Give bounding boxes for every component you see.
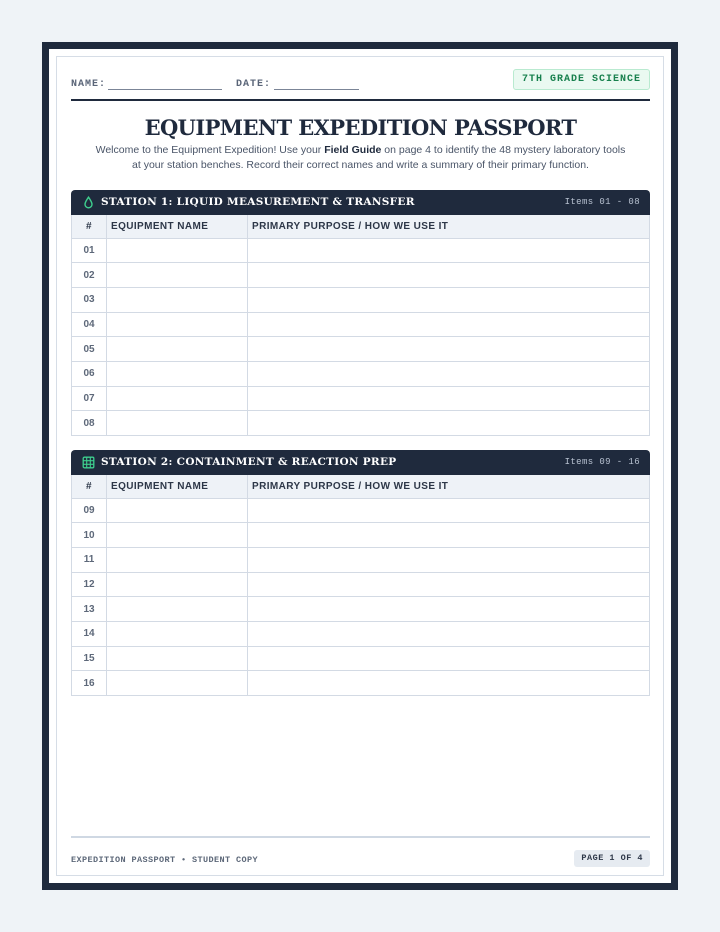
purpose-cell[interactable] [248, 411, 650, 436]
col-name: EQUIPMENT NAME [107, 215, 248, 238]
header-bar [71, 69, 650, 99]
purpose-cell[interactable] [248, 337, 650, 362]
purpose-cell[interactable] [248, 263, 650, 288]
grade-badge: 7TH GRADE SCIENCE [513, 69, 650, 90]
col-purpose: PRIMARY PURPOSE / HOW WE USE IT [248, 475, 650, 498]
row-number: 11 [72, 547, 107, 572]
name-cell[interactable] [107, 411, 248, 436]
station-header [71, 450, 650, 475]
table-row [72, 411, 650, 436]
name-cell[interactable] [107, 312, 248, 337]
table-row [72, 498, 650, 523]
row-number: 01 [72, 238, 107, 263]
row-number: 10 [72, 523, 107, 548]
table-row [72, 646, 650, 671]
name-cell[interactable] [107, 547, 248, 572]
name-cell[interactable] [107, 386, 248, 411]
purpose-cell[interactable] [248, 621, 650, 646]
inner-border [56, 56, 664, 876]
page-indicator: PAGE 1 OF 4 [574, 850, 650, 867]
purpose-cell[interactable] [248, 572, 650, 597]
paper [49, 49, 671, 883]
table-row [72, 361, 650, 386]
purpose-cell[interactable] [248, 312, 650, 337]
station-header [71, 190, 650, 215]
intro-text [93, 143, 628, 173]
page-title: EQUIPMENT EXPEDITION PASSPORT [144, 115, 577, 140]
row-number: 14 [72, 621, 107, 646]
intro-after: on page 4 to identify the 48 mystery laboratory tools at your station benches. Record their correct names and write a summary of their primary function. [132, 144, 626, 171]
name-label: NAME: [71, 79, 107, 90]
row-number: 03 [72, 287, 107, 312]
station-range: Items 09 - 16 [564, 457, 640, 467]
row-number: 12 [72, 572, 107, 597]
station-2 [71, 450, 650, 696]
row-number: 04 [72, 312, 107, 337]
col-purpose: PRIMARY PURPOSE / HOW WE USE IT [248, 215, 650, 238]
grid-icon [82, 456, 95, 469]
name-cell[interactable] [107, 337, 248, 362]
table-row [72, 287, 650, 312]
name-cell[interactable] [107, 572, 248, 597]
intro-before: Welcome to the Equipment Expedition! Use your [95, 144, 325, 156]
col-num: # [72, 215, 107, 238]
purpose-cell[interactable] [248, 238, 650, 263]
col-name: EQUIPMENT NAME [107, 475, 248, 498]
table-row [72, 597, 650, 622]
date-label: DATE: [236, 79, 272, 90]
row-number: 02 [72, 263, 107, 288]
purpose-cell[interactable] [248, 547, 650, 572]
row-number: 08 [72, 411, 107, 436]
footer-label: EXPEDITION PASSPORT • STUDENT COPY [71, 855, 259, 865]
purpose-cell[interactable] [248, 498, 650, 523]
table-row [72, 523, 650, 548]
table-row [72, 337, 650, 362]
purpose-cell[interactable] [248, 287, 650, 312]
station-1 [71, 190, 650, 436]
name-cell[interactable] [107, 597, 248, 622]
name-cell[interactable] [107, 498, 248, 523]
table-row [72, 621, 650, 646]
row-number: 07 [72, 386, 107, 411]
row-number: 06 [72, 361, 107, 386]
name-cell[interactable] [107, 287, 248, 312]
purpose-cell[interactable] [248, 597, 650, 622]
row-number: 09 [72, 498, 107, 523]
table-row [72, 572, 650, 597]
equipment-table [71, 475, 650, 696]
date-line[interactable] [274, 89, 359, 90]
table-row [72, 263, 650, 288]
intro-bold: Field Guide [324, 144, 382, 156]
name-cell[interactable] [107, 621, 248, 646]
name-cell[interactable] [107, 238, 248, 263]
table-row [72, 238, 650, 263]
station-title: STATION 1: LIQUID MEASUREMENT & TRANSFER [101, 196, 415, 208]
station-title: STATION 2: CONTAINMENT & REACTION PREP [101, 456, 397, 468]
table-row [72, 386, 650, 411]
name-cell[interactable] [107, 361, 248, 386]
droplet-icon [82, 196, 95, 209]
footer-divider [71, 836, 650, 838]
row-number: 16 [72, 671, 107, 696]
header-divider [71, 99, 650, 101]
equipment-table [71, 215, 650, 436]
row-number: 15 [72, 646, 107, 671]
name-line[interactable] [108, 89, 222, 90]
purpose-cell[interactable] [248, 386, 650, 411]
page-frame [42, 42, 678, 890]
table-row [72, 547, 650, 572]
station-range: Items 01 - 08 [564, 197, 640, 207]
table-row [72, 312, 650, 337]
row-number: 13 [72, 597, 107, 622]
name-cell[interactable] [107, 671, 248, 696]
name-cell[interactable] [107, 646, 248, 671]
name-cell[interactable] [107, 263, 248, 288]
col-num: # [72, 475, 107, 498]
purpose-cell[interactable] [248, 646, 650, 671]
purpose-cell[interactable] [248, 523, 650, 548]
table-row [72, 671, 650, 696]
purpose-cell[interactable] [248, 671, 650, 696]
purpose-cell[interactable] [248, 361, 650, 386]
row-number: 05 [72, 337, 107, 362]
name-cell[interactable] [107, 523, 248, 548]
